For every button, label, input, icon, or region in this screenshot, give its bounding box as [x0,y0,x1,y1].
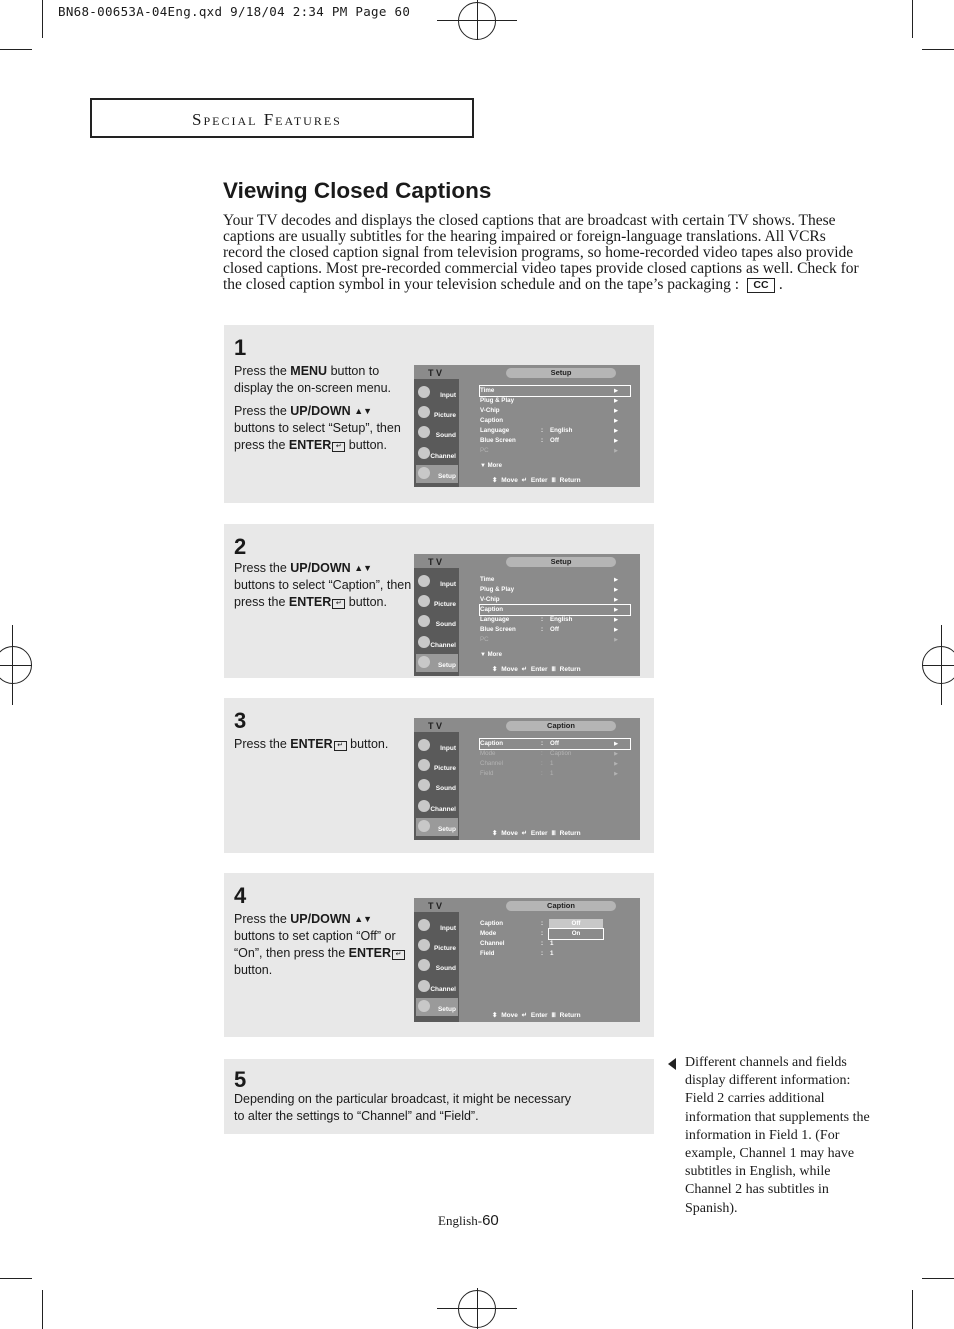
menu-row-blue: Blue Screen : Off ▶ [480,437,618,444]
step-2 [224,524,654,678]
crop-mark [42,1290,43,1329]
crop-mark [42,0,43,38]
sidebar-item-picture: Picture [416,593,458,611]
side-note: Different channels and fields display different information: Field 2 carries additional information that supplements the information in Field 1. (For example, Channel 1 may have subtitles in English, while Channel 2 has subtitles in Spanish). [685,1055,870,1216]
note-arrow-icon [668,1058,676,1070]
osd-menu [414,718,640,840]
osd-sidebar [414,568,459,676]
intro-paragraph [223,213,863,293]
step-text: Press the UP/DOWN ▲▼ buttons to select “Caption”, then press the ENTER ↵ button. [234,561,412,609]
menu-title: Setup [506,557,616,567]
menu-title: Caption [506,721,616,731]
step-text: Press the MENU button to display the on-screen menu. Press the UP/DOWN ▲▼ buttons to select “Setup”, then press the ENTER ↵ button. [234,364,401,452]
osd-menu [414,365,640,487]
osd-sidebar [414,912,459,1022]
step-number: 5 [234,1067,247,1092]
step-number: 4 [234,883,247,908]
crop-mark [912,1290,913,1329]
step-3 [224,698,654,853]
sidebar-item-sound: Sound [416,424,458,442]
intro-trail: . [778,276,783,293]
sidebar-item-input: Input [416,573,458,591]
cc-symbol: CC [747,278,775,293]
menu-title: Caption [506,901,616,911]
menu-row-language: Language : English ▶ [480,427,618,434]
menu-more: ▼ More [480,463,502,469]
sidebar-item-sound: Sound [416,613,458,631]
sidebar-item-input: Input [416,737,458,755]
section-title: Special Features [192,110,342,129]
sidebar-item-picture: Picture [416,757,458,775]
registration-line [922,665,954,666]
step-number: 1 [234,335,247,360]
sidebar-item-setup: Setup [416,465,458,483]
crop-mark [0,1278,32,1279]
sidebar-item-picture: Picture [416,404,458,422]
step-text: Press the UP/DOWN ▲▼ buttons to set caption “Off” or “On”, then press the ENTER ↵ button. [234,911,409,979]
menu-title: Setup [506,368,616,378]
menu-row-plug: Plug & Play ▶ [480,586,618,593]
menu-row-pc: PC ▶ [480,636,618,643]
sidebar-item-channel: Channel [416,978,458,996]
registration-line [0,665,32,666]
caption-row: Caption : Off [480,919,630,929]
osd-menu [414,554,640,676]
mode-row: Mode : On [480,929,630,939]
step-text: Depending on the particular broadcast, it might be necessary to alter the settings to “Channel” and “Field”. [234,1092,571,1123]
intro-text: Your TV decodes and displays the closed captions that are broadcast with certain TV shows. These captions are usually subtitles for the hearing impaired or foreign-language translations. All VCRs record the closed caption signal from television programs, so home-recorded video tapes also provide closed captions. Most pre-recorded commercial video tapes provide closed captions as well. Check for the closed caption symbol in your television schedule and on the tape’s packaging : [223,212,859,293]
osd-footer: ⬍ Move ↵ Enter Ⅲ Return [492,1012,581,1019]
sidebar-item-sound: Sound [416,777,458,795]
mode-row: Mode : Caption ▶ [480,750,618,757]
page-footer [438,1212,499,1229]
menu-row-blue: Blue Screen : Off ▶ [480,626,618,633]
registration-line [477,1288,478,1329]
osd-sidebar [414,379,459,487]
sidebar-item-setup: Setup [416,818,458,836]
menu-row-caption: Caption ▶ [480,605,630,615]
menu-row-time: Time ▶ [480,386,630,396]
registration-line [477,0,478,40]
crop-mark [922,49,954,50]
sidebar-item-setup: Setup [416,998,458,1016]
sidebar-item-input: Input [416,384,458,402]
osd-footer: ⬍ Move ↵ Enter Ⅲ Return [492,477,581,484]
sidebar-item-setup: Setup [416,654,458,672]
menu-row-caption: Caption ▶ [480,417,618,424]
sidebar-item-channel: Channel [416,798,458,816]
sidebar-item-picture: Picture [416,937,458,955]
menu-row-vchip: V-Chip ▶ [480,596,618,603]
osd-footer: ⬍ Move ↵ Enter Ⅲ Return [492,666,581,673]
menu-more: ▼ More [480,652,502,658]
sidebar-item-input: Input [416,917,458,935]
menu-row-plug: Plug & Play ▶ [480,397,618,404]
menu-row-language: Language : English ▶ [480,616,618,623]
tv-label: T V [428,557,443,567]
page-number: 60 [482,1212,499,1229]
crop-mark [922,1278,954,1279]
step-number: 2 [234,534,247,559]
channel-row: Channel : 1 [480,940,554,947]
channel-row: Channel : 1 ▶ [480,760,618,767]
osd-menu [414,898,640,1022]
step-4 [224,873,654,1037]
crop-mark [912,0,913,38]
step-number: 3 [234,708,247,733]
sidebar-item-channel: Channel [416,634,458,652]
menu-row-time: Time ▶ [480,576,618,583]
step-1 [224,325,654,503]
caption-row: Caption : Off ▶ [480,739,630,749]
crop-mark [0,49,32,50]
field-row: Field : 1 [480,950,554,957]
tv-label: T V [428,368,443,378]
step-5 [224,1059,654,1134]
sidebar-item-channel: Channel [416,445,458,463]
step-text: Press the ENTER ↵ button. [234,737,389,751]
tv-label: T V [428,721,443,731]
page-title: Viewing Closed Captions [223,178,492,203]
osd-footer: ⬍ Move ↵ Enter Ⅲ Return [492,830,581,837]
sidebar-item-sound: Sound [416,957,458,975]
tv-label: T V [428,901,443,911]
field-row: Field : 1 ▶ [480,770,618,777]
file-header: BN68-00653A-04Eng.qxd 9/18/04 2:34 PM Page 60 [58,4,411,19]
menu-row-pc: PC ▶ [480,447,618,454]
footer-label: English- [438,1213,483,1228]
osd-sidebar [414,732,459,840]
menu-row-vchip: V-Chip ▶ [480,407,618,414]
